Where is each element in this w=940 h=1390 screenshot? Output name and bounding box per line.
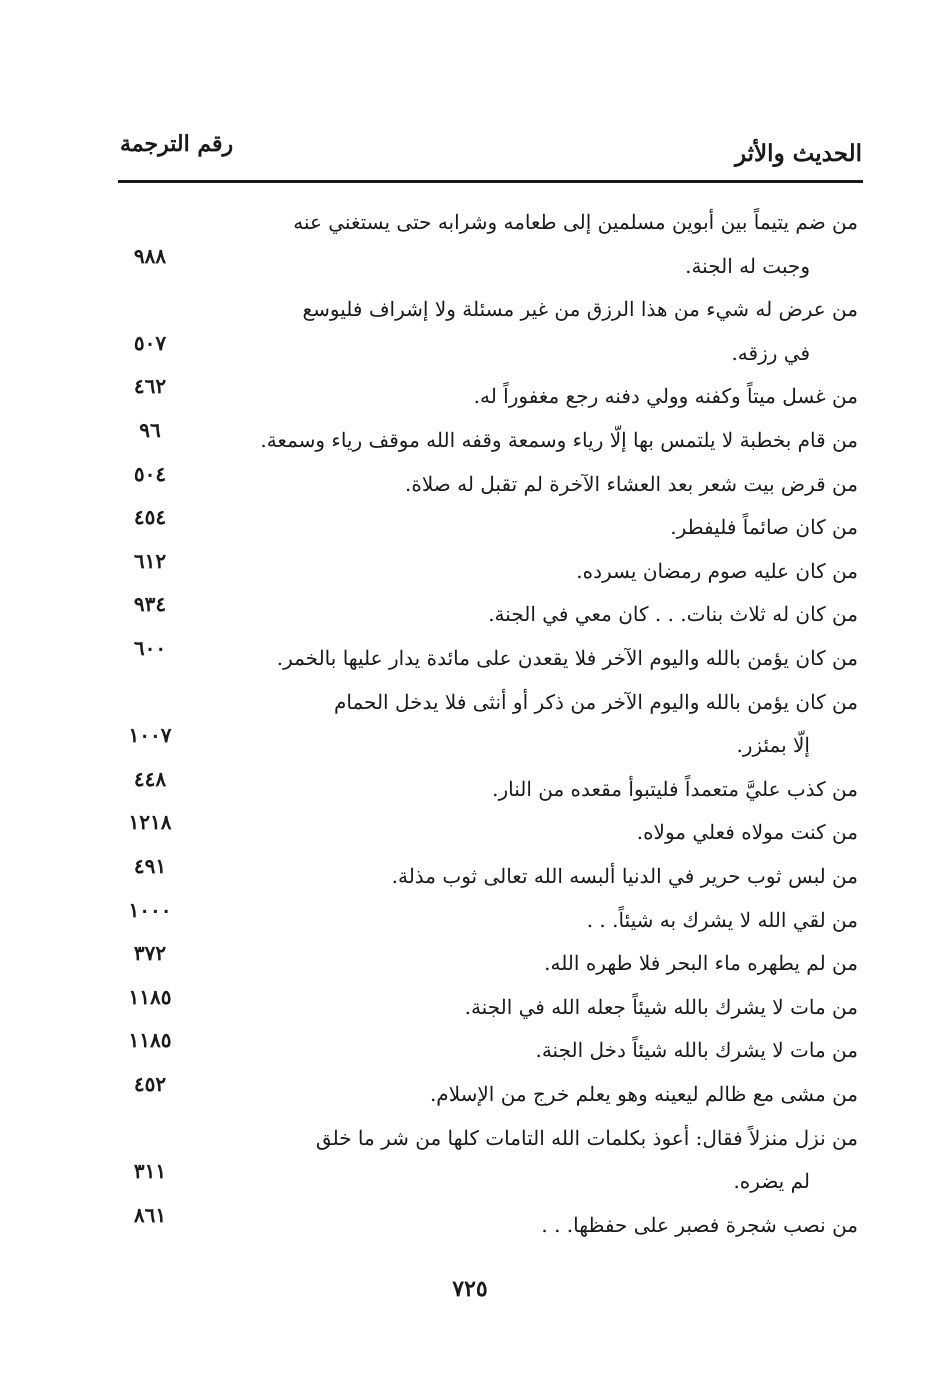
entry-biography-number: ٩٦ [139, 418, 161, 442]
entry-text: من مات لا يشرك بالله شيئاً جعله الله في الجنة. [464, 995, 858, 1019]
entry-text-continuation: وجبت له الجنة. [685, 254, 810, 278]
column-header-biography-number: رقم الترجمة [120, 131, 234, 157]
entry-text-continuation: في رزقه. [731, 341, 810, 365]
entry-text-continuation: إلّا بمئزر. [736, 733, 810, 757]
entry-text: من مات لا يشرك بالله شيئاً دخل الجنة. [535, 1038, 858, 1062]
entry-biography-number: ٥٠٧ [133, 331, 167, 355]
entry-text-continuation: لم يضره. [733, 1169, 810, 1193]
entry-text: من مشى مع ظالم ليعينه وهو يعلم خرج من الإسلام. [429, 1082, 858, 1106]
entry-biography-number: ١٢١٨ [128, 810, 172, 834]
page-header-title: الحديث والأثر [734, 140, 862, 167]
entry-biography-number: ١١٨٥ [128, 1028, 172, 1052]
entry-text: من قام بخطبة لا يلتمس بها إلّا رياء وسمعة وقفه الله موقف رياء وسمعة. [260, 428, 858, 452]
entry-biography-number: ٦٠٠ [133, 636, 167, 660]
page-number: ٧٢٥ [452, 1276, 488, 1302]
entry-text: من لم يطهره ماء البحر فلا طهره الله. [544, 951, 858, 975]
entry-biography-number: ٤٥٢ [133, 1072, 167, 1096]
entry-biography-number: ٤٤٨ [133, 767, 167, 791]
entry-biography-number: ٤٦٢ [133, 374, 167, 398]
header-divider [118, 180, 863, 183]
entry-text: من لقي الله لا يشرك به شيئاً. . . [586, 908, 858, 932]
entry-biography-number: ٣١١ [133, 1159, 167, 1183]
entry-text: من كان عليه صوم رمضان يسرده. [576, 559, 858, 583]
entry-text: من ضم يتيماً بين أبوين مسلمين إلى طعامه وشرابه حتى يستغني عنه [293, 210, 858, 234]
entry-text: من قرض بيت شعر بعد العشاء الآخرة لم تقبل له صلاة. [405, 472, 858, 496]
entry-biography-number: ٤٥٤ [133, 505, 167, 529]
entry-biography-number: ٦١٢ [133, 549, 167, 573]
entry-biography-number: ١٠٠٠ [128, 898, 172, 922]
entry-text: من كذب عليَّ متعمداً فليتبوأ مقعده من النار. [492, 777, 858, 801]
entry-text: من كان صائماً فليفطر. [670, 515, 858, 539]
entry-text: من كان يؤمن بالله واليوم الآخر فلا يقعدن على مائدة يدار عليها بالخمر. [276, 646, 858, 670]
entry-biography-number: ٩٨٨ [133, 244, 167, 268]
entry-biography-number: ٤٩١ [133, 854, 167, 878]
entry-text: من نصب شجرة فصبر على حفظها. . . [541, 1213, 858, 1237]
entry-text: من كان يؤمن بالله واليوم الآخر من ذكر أو أنثى فلا يدخل الحمام [334, 690, 858, 714]
entry-text: من كان له ثلاث بنات. . . كان معي في الجنة. [488, 602, 858, 626]
entry-biography-number: ٣٧٢ [133, 941, 167, 965]
entry-biography-number: ٥٠٤ [133, 462, 167, 486]
entry-text: من غسل ميتاً وكفنه وولي دفنه رجع مغفوراً له. [473, 384, 858, 408]
entry-text: من لبس ثوب حرير في الدنيا ألبسه الله تعالى ثوب مذلة. [391, 864, 858, 888]
entry-biography-number: ١٠٠٧ [128, 723, 172, 747]
entry-biography-number: ١١٨٥ [128, 985, 172, 1009]
entry-text: من عرض له شيء من هذا الرزق من غير مسئلة ولا إشراف فليوسع [302, 297, 858, 321]
entry-biography-number: ٩٣٤ [133, 592, 167, 616]
entry-text: من نزل منزلاً فقال: أعوذ بكلمات الله التامات كلها من شر ما خلق [315, 1126, 858, 1150]
entry-text: من كنت مولاه فعلي مولاه. [636, 820, 858, 844]
entry-biography-number: ٨٦١ [133, 1203, 167, 1227]
